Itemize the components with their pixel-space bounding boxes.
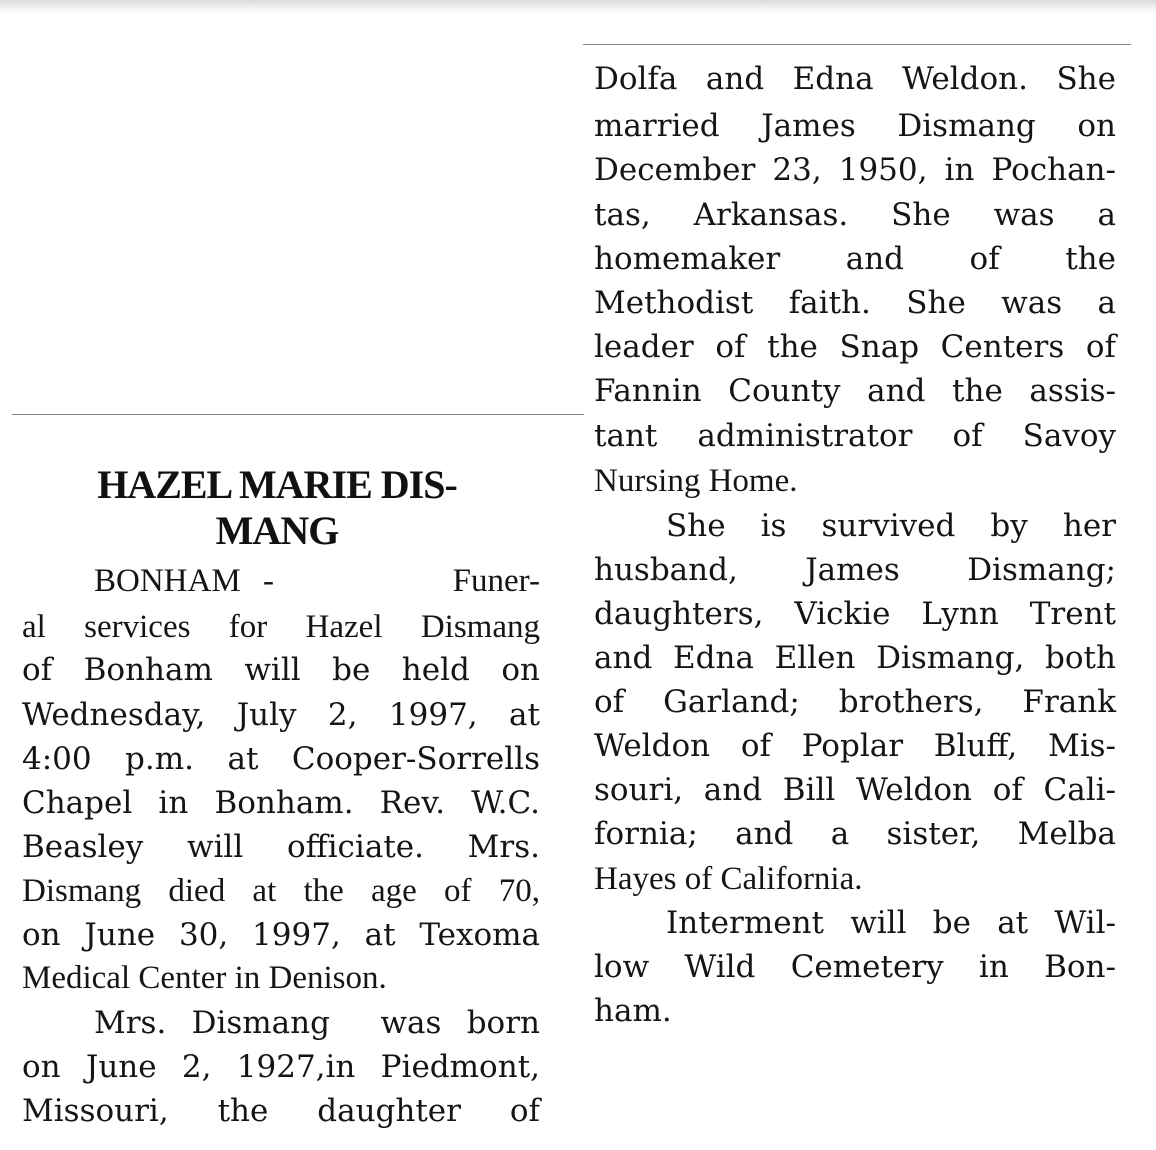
- body-line: She is survived by her: [666, 508, 1116, 544]
- body-line: Medical Center in Denison.: [22, 960, 387, 996]
- body-line: Chapel in Bonham. Rev. W.C.: [22, 785, 540, 821]
- body-line: BONHAM - Funer-: [94, 563, 540, 599]
- body-line: husband, James Dismang;: [594, 552, 1116, 588]
- body-line: souri, and Bill Weldon of Cali-: [594, 772, 1116, 808]
- headline-line-1: HAZEL MARIE DIS-: [97, 462, 457, 507]
- body-line: on June 2, 1927,in Piedmont,: [22, 1049, 540, 1085]
- body-line: married James Dismang on: [594, 108, 1116, 144]
- body-line: Dismang died at the age of 70,: [22, 873, 540, 909]
- scan-edge: [0, 0, 1156, 14]
- body-line: leader of the Snap Centers of: [594, 329, 1116, 365]
- body-line: of Garland; brothers, Frank: [594, 684, 1116, 720]
- body-line: Beasley will officiate. Mrs.: [22, 829, 540, 865]
- body-line: Weldon of Poplar Bluff, Mis-: [594, 728, 1116, 764]
- body-line: daughters, Vickie Lynn Trent: [594, 596, 1116, 632]
- body-line: low Wild Cemetery in Bon-: [594, 949, 1116, 985]
- obituary-headline: [12, 462, 542, 554]
- headline-line-2: MANG: [215, 508, 339, 553]
- body-line: Interment will be at Wil-: [666, 905, 1116, 941]
- body-line: Wednesday, July 2, 1997, at: [22, 697, 540, 733]
- body-line: and Edna Ellen Dismang, both: [594, 640, 1116, 676]
- body-line: Methodist faith. She was a: [594, 285, 1116, 321]
- body-line: Fannin County and the assis-: [594, 373, 1116, 409]
- body-line: tant administrator of Savoy: [594, 418, 1116, 454]
- body-line: on June 30, 1997, at Texoma: [22, 917, 540, 953]
- body-line: fornia; and a sister, Melba: [594, 816, 1116, 852]
- body-line: tas, Arkansas. She was a: [594, 197, 1116, 233]
- body-line: Missouri, the daughter of: [22, 1093, 540, 1129]
- body-line: Nursing Home.: [594, 463, 798, 499]
- body-line: Mrs. Dismang was born: [94, 1005, 540, 1041]
- body-line: December 23, 1950, in Pochan-: [594, 152, 1116, 188]
- body-line: Hayes of California.: [594, 861, 863, 897]
- body-line: Dolfa and Edna Weldon. She: [594, 61, 1116, 97]
- body-line: ham.: [594, 993, 672, 1029]
- body-line: of Bonham will be held on: [22, 652, 540, 688]
- body-line: homemaker and of the: [594, 241, 1116, 277]
- body-line: 4:00 p.m. at Cooper-Sorrells: [22, 741, 540, 777]
- body-line: al services for Hazel Dismang: [22, 609, 540, 645]
